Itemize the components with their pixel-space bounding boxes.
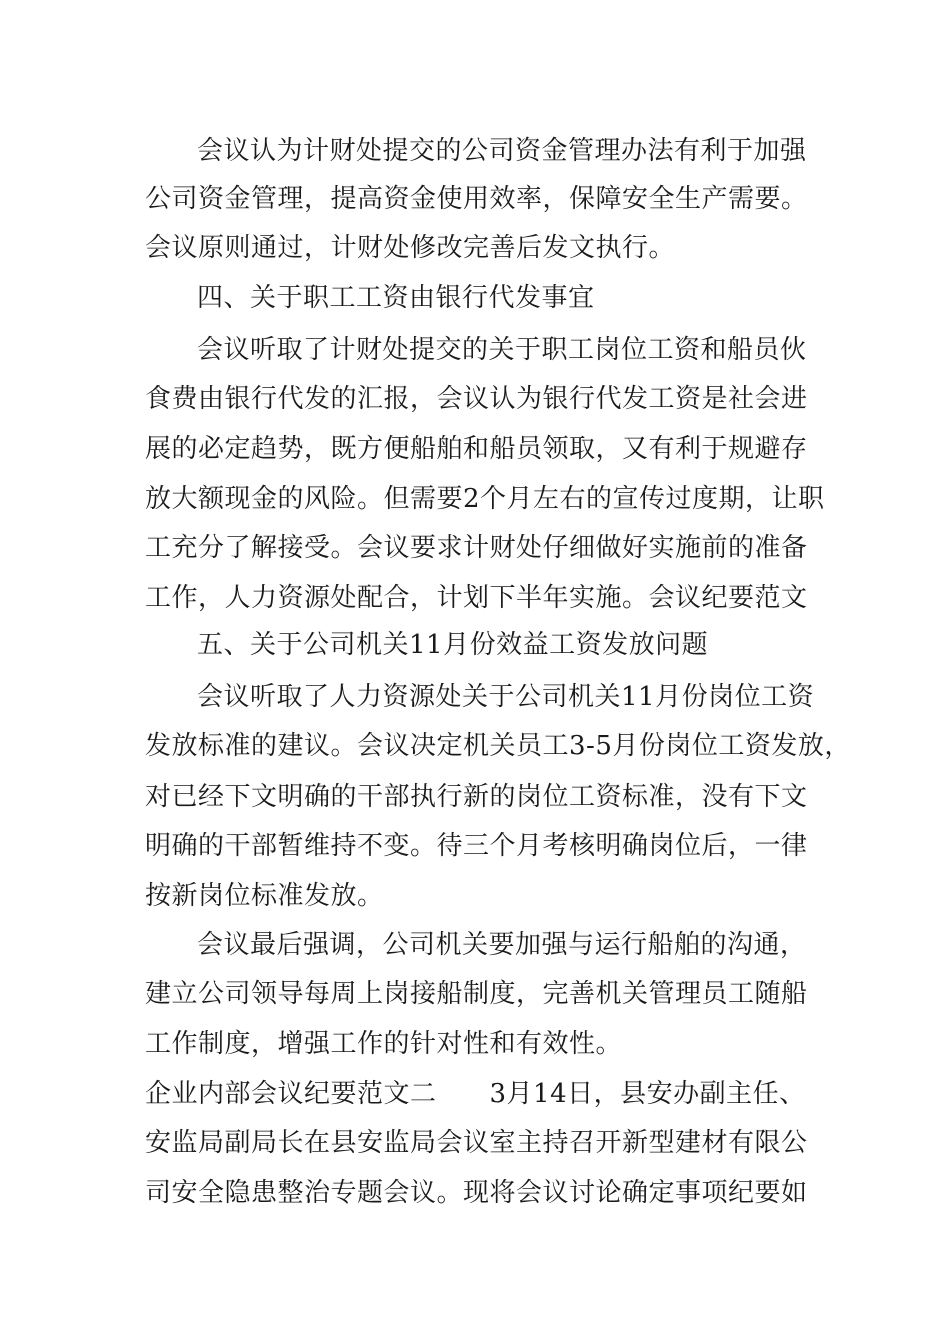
- paragraph-line: 按新岗位标准发放。: [145, 881, 384, 911]
- section-heading: 四、关于职工工资由银行代发事宜: [197, 283, 595, 313]
- paragraph-line: 公司资金管理，提高资金使用效率，保障安全生产需要。: [145, 184, 808, 214]
- paragraph-line: 会议听取了计财处提交的关于职工岗位工资和船员伙: [197, 335, 807, 365]
- paragraph-line: 企业内部会议纪要范文二 3月14日，县安办副主任、: [145, 1079, 806, 1109]
- paragraph-line: 会议最后强调，公司机关要加强与运行船舶的沟通，: [197, 930, 807, 960]
- paragraph-line: 会议原则通过，计财处修改完善后发文执行。: [145, 233, 676, 263]
- paragraph-line: 会议认为计财处提交的公司资金管理办法有利于加强: [197, 136, 807, 166]
- paragraph-line: 安监局副局长在县安监局会议室主持召开新型建材有限公: [145, 1128, 808, 1158]
- paragraph-line: 工作制度，增强工作的针对性和有效性。: [145, 1029, 623, 1059]
- paragraph-line: 食费由银行代发的汇报，会议认为银行代发工资是社会进: [145, 384, 808, 414]
- paragraph-line: 工作，人力资源处配合，计划下半年实施。会议纪要范文: [145, 583, 808, 613]
- paragraph-line: 对已经下文明确的干部执行新的岗位工资标准，没有下文: [145, 782, 808, 812]
- paragraph-line: 展的必定趋势，既方便船舶和船员领取，又有利于规避存: [145, 434, 808, 464]
- paragraph-line: 建立公司领导每周上岗接船制度，完善机关管理员工随船: [145, 979, 808, 1009]
- paragraph-line: 明确的干部暂维持不变。待三个月考核明确岗位后，一律: [145, 831, 808, 861]
- paragraph-line: 发放标准的建议。会议决定机关员工3-5月份岗位工资发放，: [145, 731, 851, 761]
- paragraph-line: 会议听取了人力资源处关于公司机关11月份岗位工资: [197, 682, 815, 712]
- paragraph-line: 工充分了解接受。会议要求计财处仔细做好实施前的准备: [145, 533, 808, 563]
- paragraph-line: 放大额现金的风险。但需要2个月左右的宣传过度期，让职: [145, 484, 825, 514]
- section-heading: 五、关于公司机关11月份效益工资发放问题: [197, 630, 709, 660]
- paragraph-line: 司安全隐患整治专题会议。现将会议讨论确定事项纪要如: [145, 1178, 808, 1208]
